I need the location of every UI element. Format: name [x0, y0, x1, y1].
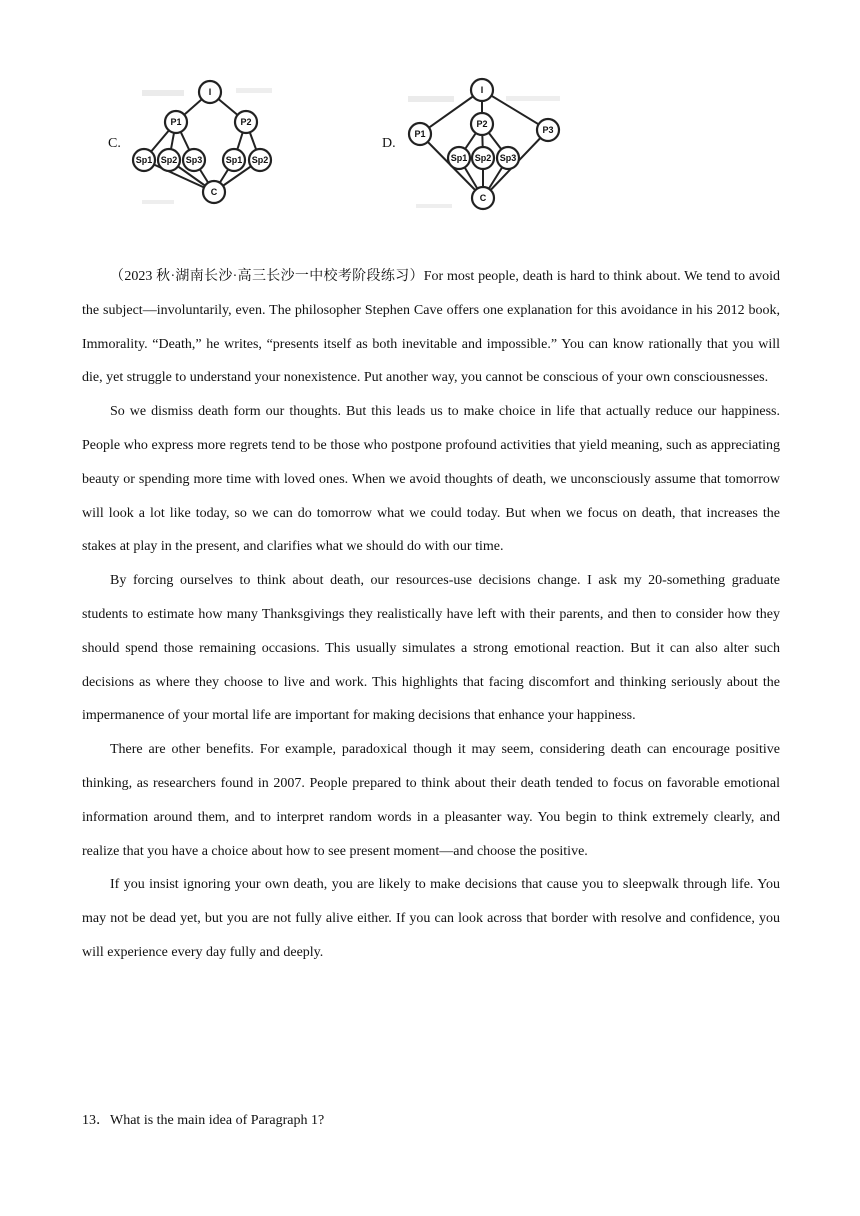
- node-c-p2: [235, 111, 257, 133]
- svg-text:P2: P2: [240, 117, 252, 127]
- option-d-diagram: [402, 68, 572, 223]
- node-c-i: [199, 81, 221, 103]
- paragraph-2: So we dismiss death form our thoughts. But this leads us to make choice in life that actually reduce our happiness. People who express more regrets tend to be those who postpone profound activities that yield meaning, such as appreciating beauty or spending more time with loved ones. When we avoid thoughts of death, we unconsciously assume that tomorrow will look a lot like today, so we can do tomorrow what we could today. But when we focus on death, that increases the stakes at play in the present, and clarifies what we should do with our time.: [82, 404, 780, 555]
- node-d-i: [471, 79, 493, 101]
- paragraph-1-text: For most people, death is hard to think about. We tend to avoid the subject—involuntarily, even. The philosopher Stephen Cave offers one explanation for this avoidance in his 2012 book, Immorality. “Death,” he writes, “presents itself as both inevitable and impossible.” You can know rationally that you will die, yet struggle to understand your nonexistence. Put another way, you cannot be conscious of your own consciousnesses.: [82, 269, 780, 386]
- paragraph-5: If you insist ignoring your own death, you are likely to make decisions that cause you to sleepwalk through life. You may not be dead yet, but you are not fully alive either. If you can look across that border with resolve and confidence, you will experience every day fully and deeply.: [82, 877, 780, 960]
- node-d-p3: [537, 119, 559, 141]
- option-c-label: C.: [108, 136, 121, 151]
- node-c-sp3: [183, 149, 205, 171]
- node-d-c: [472, 187, 494, 209]
- svg-text:Sp1: Sp1: [450, 153, 468, 163]
- svg-text:I: I: [208, 87, 212, 97]
- option-c-svg: [128, 68, 288, 218]
- svg-text:Sp1: Sp1: [135, 155, 153, 165]
- node-d-p2: [471, 113, 493, 135]
- paragraph-3: By forcing ourselves to think about death, our resources-use decisions change. I ask my 20-something graduate students to estimate how many Thanksgivings they realistically have left with their parents, and then to consider how they should spend those remaining occasions. This usually simulates a strong emotional reaction. But it can also alter such decisions as where they choose to live and work. This highlights that facing discomfort and thinking seriously about the impermanence of your mortal life are important for making decisions that enhance your happiness.: [82, 573, 780, 724]
- svg-text:P2: P2: [476, 119, 488, 129]
- source-note: （2023 秋·湖南长沙·高三长沙一中校考阶段练习）: [110, 269, 424, 284]
- svg-text:Sp1: Sp1: [225, 155, 243, 165]
- node-c-sp1a: [133, 149, 155, 171]
- node-d-sp3: [497, 147, 519, 169]
- node-d-p1: [409, 123, 431, 145]
- option-c-diagram: [128, 68, 288, 223]
- svg-text:P1: P1: [414, 129, 426, 139]
- node-d-sp1: [448, 147, 470, 169]
- node-c-c: [203, 181, 225, 203]
- option-d-label: D.: [382, 136, 396, 151]
- svg-text:Sp3: Sp3: [185, 155, 203, 165]
- reading-passage: [82, 260, 780, 970]
- paragraph-1: [82, 260, 780, 395]
- svg-text:Sp2: Sp2: [474, 153, 492, 163]
- node-c-sp2a: [158, 149, 180, 171]
- svg-text:P3: P3: [542, 125, 554, 135]
- question-text: What is the main idea of Paragraph 1?: [110, 1113, 325, 1128]
- node-c-sp2b: [249, 149, 271, 171]
- svg-text:Sp3: Sp3: [499, 153, 517, 163]
- svg-text:Sp2: Sp2: [160, 155, 178, 165]
- paragraph-4: There are other benefits. For example, paradoxical though it may seem, considering death can encourage positive thinking, as researchers found in 2007. People prepared to think about their death tended to focus on favorable emotional information around them, and to interpret random words in a pleasanter way. You begin to think extremely clearly, and realize that you have a choice about how to see present moment—and choose the positive.: [82, 742, 780, 859]
- svg-text:C: C: [210, 187, 218, 197]
- svg-text:I: I: [480, 85, 484, 95]
- svg-text:C: C: [479, 193, 487, 203]
- question-number: 13．: [82, 1113, 110, 1128]
- option-d-svg: [402, 68, 572, 218]
- svg-text:Sp2: Sp2: [251, 155, 269, 165]
- svg-text:P1: P1: [170, 117, 182, 127]
- node-c-sp1b: [223, 149, 245, 171]
- node-d-sp2: [472, 147, 494, 169]
- question-13: [82, 1104, 324, 1138]
- node-c-p1: [165, 111, 187, 133]
